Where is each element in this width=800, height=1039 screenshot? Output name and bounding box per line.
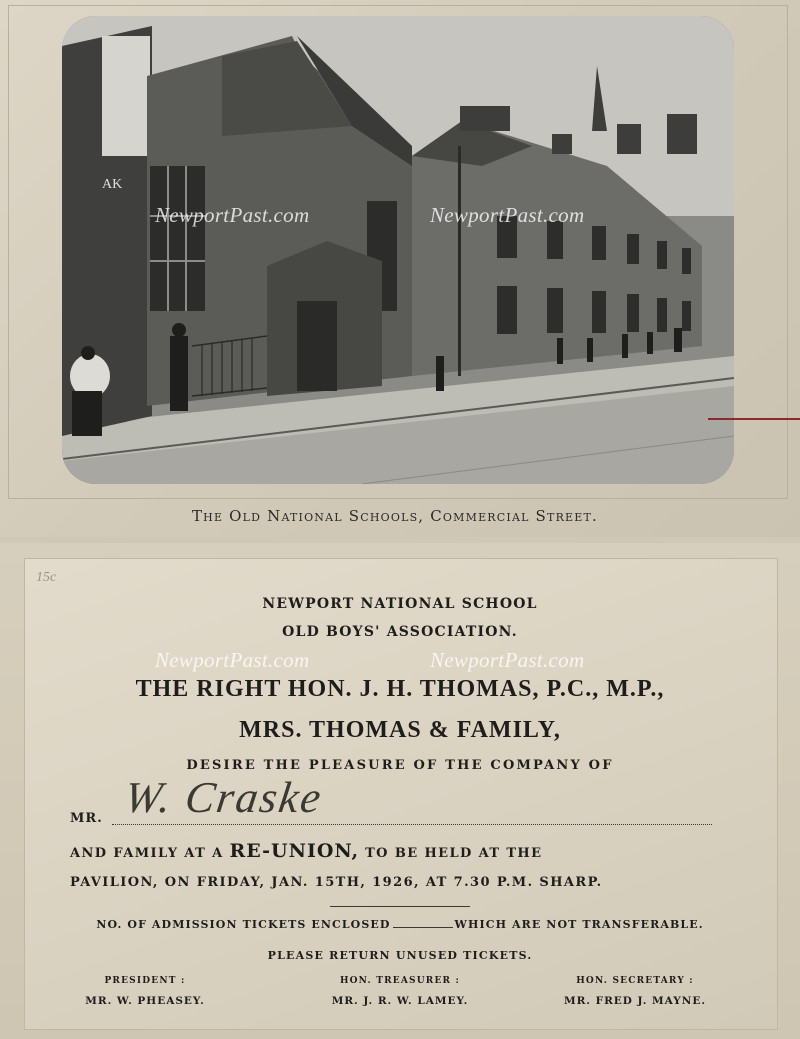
officer-president xyxy=(55,976,235,1007)
reunion-line xyxy=(70,840,730,862)
officer-role: HON. SECRETARY : xyxy=(576,976,694,986)
postcard-caption: The Old National Schools, Commercial Street. xyxy=(191,507,599,525)
watermark: NewportPast.com xyxy=(430,203,585,227)
red-line-mark xyxy=(708,418,800,420)
officer-name: MR. FRED J. MAYNE. xyxy=(563,995,707,1007)
reunion-word: RE-UNION, xyxy=(229,840,360,862)
officer-name: MR. W. PHEASEY. xyxy=(85,995,205,1007)
host-line: THE RIGHT HON. J. H. THOMAS, P.C., M.P., xyxy=(135,676,665,702)
mr-label: MR. xyxy=(70,811,103,826)
association-name: OLD BOYS' ASSOCIATION. xyxy=(282,624,518,640)
tickets-text-b: WHICH ARE NOT TRANSFERABLE. xyxy=(454,918,704,931)
reunion-text-c: TO BE HELD AT THE xyxy=(365,846,543,861)
tickets-blank xyxy=(393,927,453,928)
watermark: NewportPast.com xyxy=(155,648,310,672)
tickets-line xyxy=(0,918,800,931)
tickets-text-a: NO. OF ADMISSION TICKETS ENCLOSED xyxy=(96,918,391,931)
officer-secretary xyxy=(535,976,735,1007)
family-line: MRS. THOMAS & FAMILY, xyxy=(239,717,561,743)
return-line: PLEASE RETURN UNUSED TICKETS. xyxy=(267,949,533,962)
guest-name-dotted-line xyxy=(112,824,712,825)
divider-rule xyxy=(330,906,470,907)
school-name: NEWPORT NATIONAL SCHOOL xyxy=(262,596,538,612)
officer-role: HON. TREASURER : xyxy=(339,976,461,986)
street-photograph xyxy=(62,16,734,484)
shop-sign: AK xyxy=(102,177,123,192)
pencil-note: 15c xyxy=(36,570,57,585)
watermark: NewportPast.com xyxy=(430,648,585,672)
guest-signature: W. Craske xyxy=(121,773,326,822)
officer-name: MR. J. R. W. LAMEY. xyxy=(331,995,469,1007)
officer-role: PRESIDENT : xyxy=(104,976,186,986)
watermark: NewportPast.com xyxy=(155,203,310,227)
reunion-text-a: AND FAMILY AT A xyxy=(70,846,224,861)
officer-treasurer xyxy=(290,976,510,1007)
date-line: PAVILION, ON FRIDAY, JAN. 15TH, 1926, AT 7.30 P.M. SHARP. xyxy=(70,875,603,890)
desire-line: DESIRE THE PLEASURE OF THE COMPANY OF xyxy=(186,758,614,773)
